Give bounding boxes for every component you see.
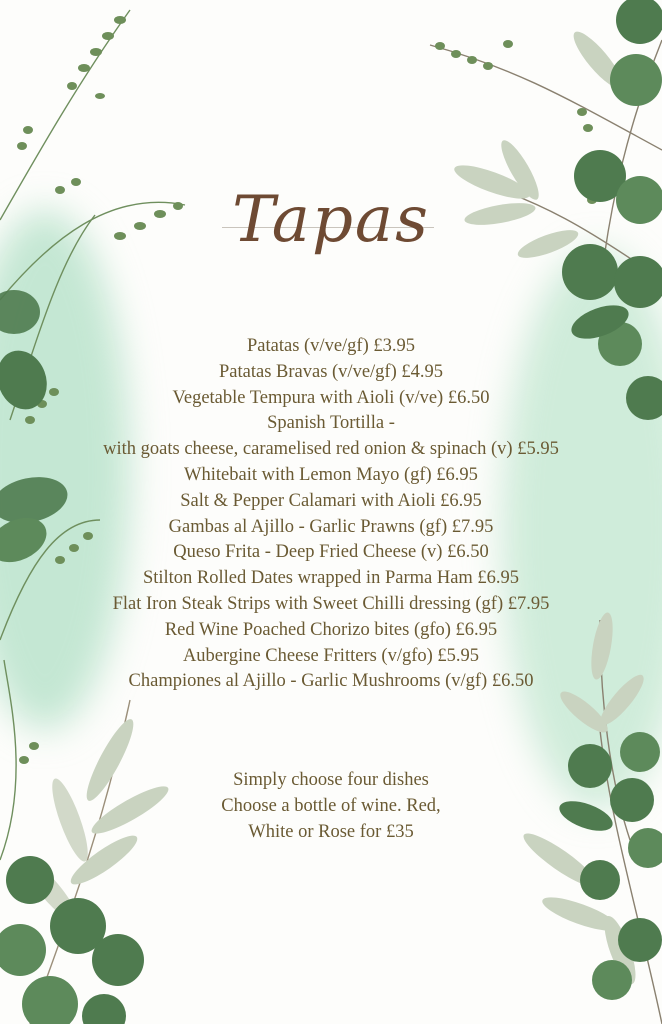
- menu-item: Spanish Tortilla -: [267, 413, 395, 434]
- title-block: [0, 130, 662, 280]
- menu-item: Gambas al Ajillo - Garlic Prawns (gf) £7.95: [168, 516, 494, 537]
- menu-item: Vegetable Tempura with Aioli (v/ve) £6.50: [172, 387, 490, 408]
- menu-item: Patatas (v/ve/gf) £3.95: [247, 336, 415, 356]
- menu-item: Stilton Rolled Dates wrapped in Parma Ham £6.95: [142, 568, 520, 589]
- offer-line: Simply choose four dishes: [233, 770, 429, 790]
- menu-item: Flat Iron Steak Strips with Sweet Chilli dressing (gf) £7.95: [112, 593, 550, 614]
- offer-line: Choose a bottle of wine. Red,: [221, 795, 441, 816]
- offer-line: White or Rose for £35: [248, 821, 414, 842]
- menu-item: with goats cheese, caramelised red onion & spinach (v) £5.95: [103, 439, 559, 460]
- offer-note: [0, 768, 662, 845]
- menu-item: Patatas Bravas (v/ve/gf) £4.95: [219, 361, 443, 382]
- menu-item: Red Wine Poached Chorizo bites (gfo) £6.95: [164, 619, 498, 640]
- page-title: Tapas: [232, 182, 430, 257]
- menu-item: Whitebait with Lemon Mayo (gf) £6.95: [184, 464, 478, 485]
- menu-item: Championes al Ajillo - Garlic Mushrooms (v/gf) £6.50: [128, 671, 534, 692]
- menu-item: Queso Frita - Deep Fried Cheese (v) £6.50: [173, 542, 489, 563]
- menu-list: [20, 334, 642, 695]
- menu-item: Aubergine Cheese Fritters (v/gfo) £5.95: [182, 645, 480, 666]
- menu-item: Salt & Pepper Calamari with Aioli £6.95: [180, 490, 482, 511]
